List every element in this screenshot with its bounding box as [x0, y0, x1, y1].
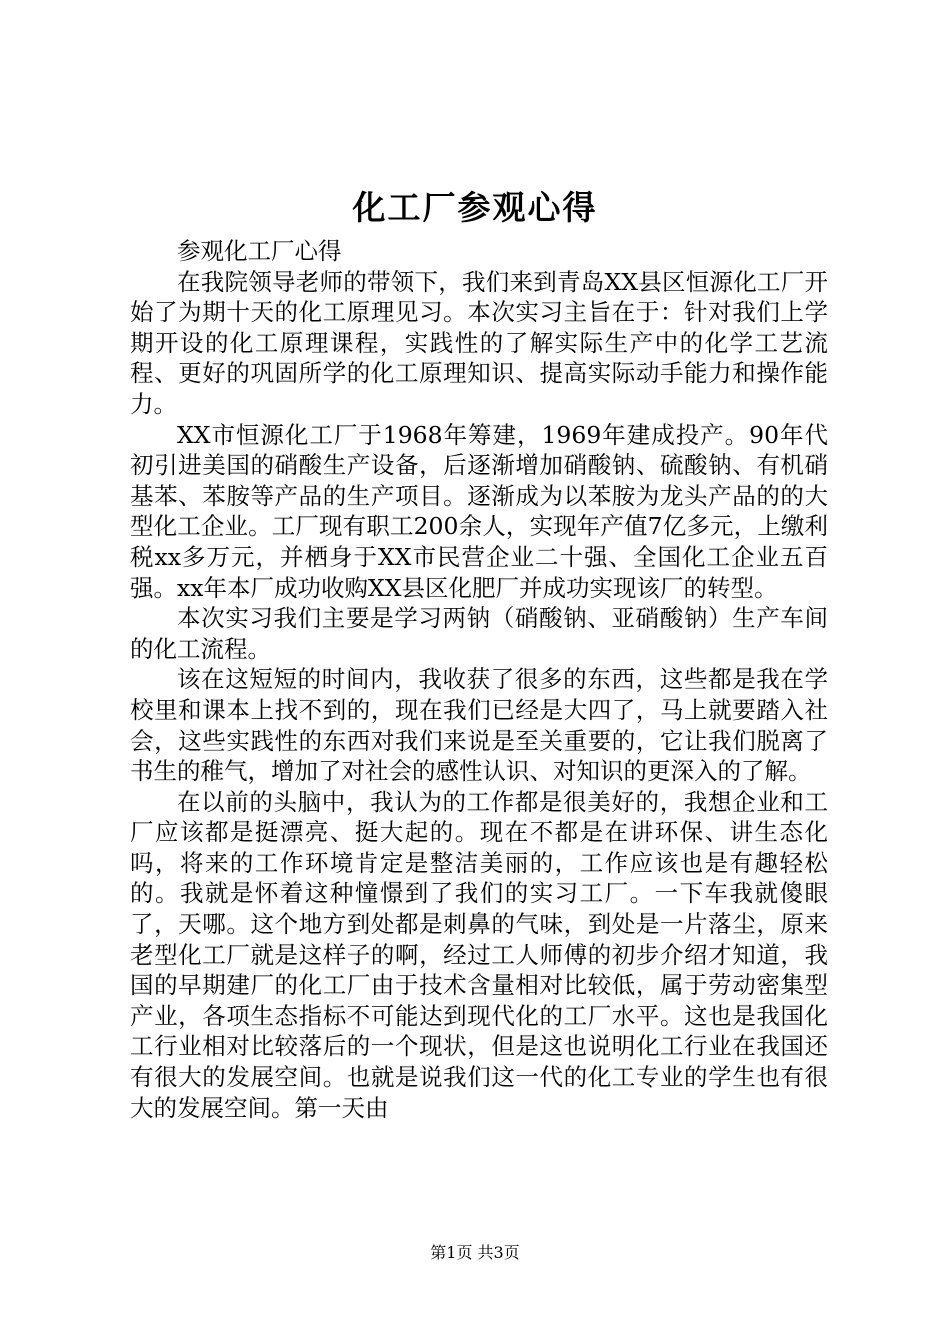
paragraph-factory-history: XX市恒源化工厂于1968年筹建，1969年建成投产。90年代初引进美国的硝酸生产设备，后逐渐增加硝酸钠、硫酸钠、有机硝基苯、苯胺等产品的生产项目。逐渐成为以苯胺为龙头产品的的大型化工企业。工厂现有职工200余人，实现年产值7亿多元，上缴利税xx多万元，并栖身于XX市民营企业二十强、全国化工企业五百强。xx年本厂成功收购XX县区化肥厂并成功实现该厂的转型。 — [130, 420, 828, 602]
document-title: 化工厂参观心得 — [352, 188, 598, 227]
paragraph-subtitle: 参观化工厂心得 — [177, 237, 342, 265]
page-footer: 第1页 共3页 — [430, 1243, 520, 1262]
paragraph-impressions: 在以前的头脑中，我认为的工作都是很美好的，我想企业和工厂应该都是挺漂亮、挺大起的。现在不都是在讲环保、讲生态化吗，将来的工作环境肯定是整洁美丽的，工作应该也是有趣轻松的。我就是怀着这种憧憬到了我们的实习工厂。一下车我就傻眼了，天哪。这个地方到处都是刺鼻的气味，到处是一片落尘，原来老型化工厂就是这样子的啊，经过工人师傅的初步介绍才知道，我国的早期建厂的化工厂由于技术含量相对比较低，属于劳动密集型产业，各项生态指标不可能达到现代化的工厂水平。这也是我国化工行业相对比较落后的一个现状，但是这也说明化工行业在我国还有很大的发展空间。也就是说我们这一代的化工专业的学生也有很大的发展空间。第一天由 — [130, 787, 828, 1122]
paragraph-gains: 该在这短短的时间内，我收获了很多的东西，这些都是我在学校里和课本上找不到的，现在我们已经是大四了，马上就要踏入社会，这些实践性的东西对我们来说是至关重要的，它让我们脱离了书生的稚气，增加了对社会的感性认识、对知识的更深入的了解。 — [130, 665, 828, 786]
document-body — [130, 236, 828, 1123]
paragraph-internship-focus: 本次实习我们主要是学习两钠（硝酸钠、亚硝酸钠）生产车间的化工流程。 — [130, 604, 828, 663]
paragraph-intro: 在我院领导老师的带领下，我们来到青岛XX县区恒源化工厂开始了为期十天的化工原理见习。本次实习主旨在于：针对我们上学期开设的化工原理课程，实践性的了解实际生产中的化学工艺流程、更好的巩固所学的化工原理知识、提高实际动手能力和操作能力。 — [130, 267, 828, 418]
